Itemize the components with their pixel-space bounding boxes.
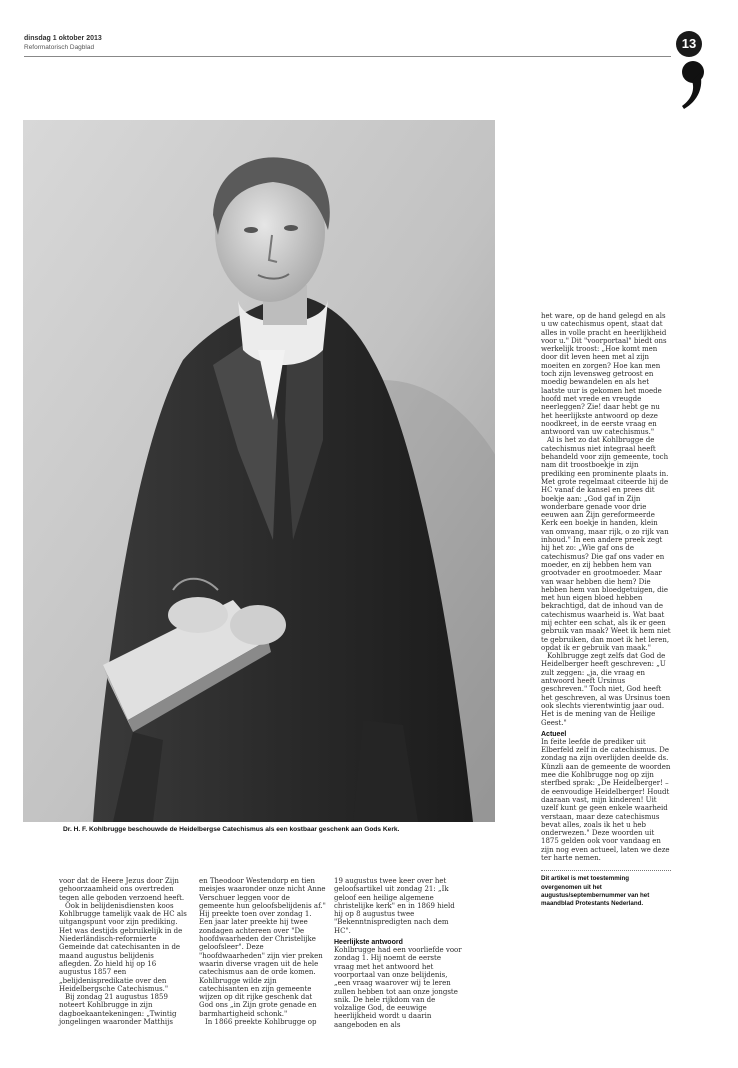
paragraph: Kohlbrugge had een voorliefde voor zondag 1. Hij noemt de eerste vraag met het antwoord het voorportaal van onze belijdenis, „een vraag waarover wij te leren zullen hebben tot aan onze jongste snik. De hele rijkdom van de volzalige God, de eeuwige heerlijkheid wordt u daarin aangeboden en als [334, 946, 462, 1029]
paragraph: In feite leefde de prediker uit Elberfeld zelf in de catechismus. De zondag na zijn overlijden deelde ds. Künzli aan de gemeente de woorden mee die Kohlbrugge nog op zijn sterfbed sprak: „De Heidelberger! – de eenvoudige Heidelberger! Houdt daaraan vast, mijn kinderen! Uit uzelf kunt ge geen enkele waarheid verstaan, maar deze catechismus bevat alles, zoals ik het u heb onderwezen." Deze woorden uit 1875 gelden ook voor vandaag en zijn nog even actueel, laten we deze ter harte nemen. [541, 737, 671, 862]
paragraph: Kohlbrugge zegt zelfs dat God de Heidelberger heeft geschreven: „U zult zeggen: „ja, die vraag en antwoord heeft Ursinus geschreven." Toch niet, God heeft het geschreven, al was Ursinus toen ook slechts vierentwintig jaar oud. Het is de mening van de Heilige Geest." [541, 652, 671, 727]
paragraph: Al is het zo dat Kohlbrugge de catechismus niet integraal heeft behandeld voor zijn gemeente, toch nam dit troostboekje in zijn prediking een prominente plaats in. Met grote regelmaat citeerde hij de HC vanaf de kansel en prees dit boekje aan: „God gaf in Zijn wonderbare genade voor drie eeuwen aan Zijn gereformeerde Kerk een boekje in handen, klein van omvang, maar rijk, o zo rijk van inhoud." In een andere preek zegt hij het zo: „Wie gaf ons de catechismus? Die gaf ons vader en moeder, en zij hebben hem van grootvader en grootmoeder. Maar van waar hebben die hem? Die hebben hem van bloedgetuigen, die met hun eigen bloed hebben bekrachtigd, dat de inhoud van de catechismus waarheid is. Wat baat mij echter een schat, als ik er geen gebruik van maak? Weet ik hem niet te gebruiken, dan moet ik het leren, opdat ik er gebruik van maak." [541, 436, 671, 652]
subheading: Actueel [541, 730, 567, 738]
article-column-2 [199, 877, 327, 1026]
comma-mark-icon [680, 59, 706, 111]
header-date: dinsdag 1 oktober 2013 [24, 35, 102, 42]
portrait-photo [23, 120, 495, 822]
paragraph: Bij zondag 21 augustus 1859 noteert Kohlbrugge in zijn dagboekaantekeningen: „Twintig jongelingen waaronder Matthijs [59, 993, 177, 1027]
article-column-3 [334, 877, 462, 1029]
paragraph: voor dat de Heere Jezus door Zijn gehoorzaamheid ons overtreden tegen alle geboden verzoend heeft. [59, 877, 185, 902]
paragraph: Ook in belijdenisdiensten koos Kohlbrugge tamelijk vaak de HC als uitgangspunt voor zijn prediking. Het was destijds gebruikelijk in de Niederländisch-reformierte Gemeinde dat catechisanten in de maand augustus belijdenis aflegden. Zo hield hij op 16 augustus 1857 een „belijdenispredikatie over den Heidelbergsche Catechismus." [59, 901, 187, 993]
divider [541, 870, 671, 871]
paragraph: In 1866 preekte Kohlbrugge op [205, 1018, 317, 1027]
article-column-1 [59, 877, 187, 1026]
page-number-badge: 13 [676, 31, 702, 57]
paragraph: het ware, op de hand gelegd en als u uw catechismus opent, staat dat alles in volle pracht en heerlijkheid voor u." Dit "voorportaal" biedt ons werkelijk troost: „Hoe komt men door dit leven heen met al zijn moeiten en zorgen? Hoe kan men toch zijn levensweg getroost en moedig bewandelen en als het laatste uur is gekomen het moede hoofd met vrede en vreugde neerleggen? Zie! daar hebt ge nu het heerlijkste antwoord op deze noodkreet, in de eerste vraag en antwoord van uw catechismus." [541, 312, 667, 437]
paragraph: 19 augustus twee keer over het geloofsartikel uit zondag 21: „Ik geloof een heilige algemene christelijke kerk" en in 1869 hield hij op 8 augustus twee "Bekenntnispredigten nach dem HC". [334, 877, 455, 935]
portrait-engraving [23, 120, 495, 822]
paragraph: en Theodoor Westendorp en tien meisjes waaronder onze nicht Anne Verschuer leggen voor de gemeente hun geloofsbelijdenis af." Hij preekte toen over zondag 1. Een jaar later preekte hij twee zondagen achtereen over "De hoofdwaarheden der Christelijke geloofsleer". Deze "hoofdwaarheden" zijn vier preken waarin diverse vragen uit de hele catechismus aan de orde komen. Kohlbrugge wilde zijn catechisanten en zijn gemeente wijzen op dit rijke geschenk dat God ons „in Zijn grote genade en barmhartigheid schonk." [199, 877, 326, 1018]
source-footnote: Dit artikel is met toestemming overgenomen uit het augustus/septembernummer van het maandblad Protestants Nederland. [541, 875, 650, 907]
header-rule [24, 56, 671, 57]
header-paper-name: Reformatorisch Dagblad [24, 44, 95, 51]
photo-caption: Dr. H. F. Kohlbrugge beschouwde de Heidelbergse Catechismus als een kostbaar geschenk aan Gods Kerk. [63, 826, 400, 833]
article-column-4 [541, 312, 671, 908]
subheading: Heerlijkste antwoord [334, 939, 403, 947]
